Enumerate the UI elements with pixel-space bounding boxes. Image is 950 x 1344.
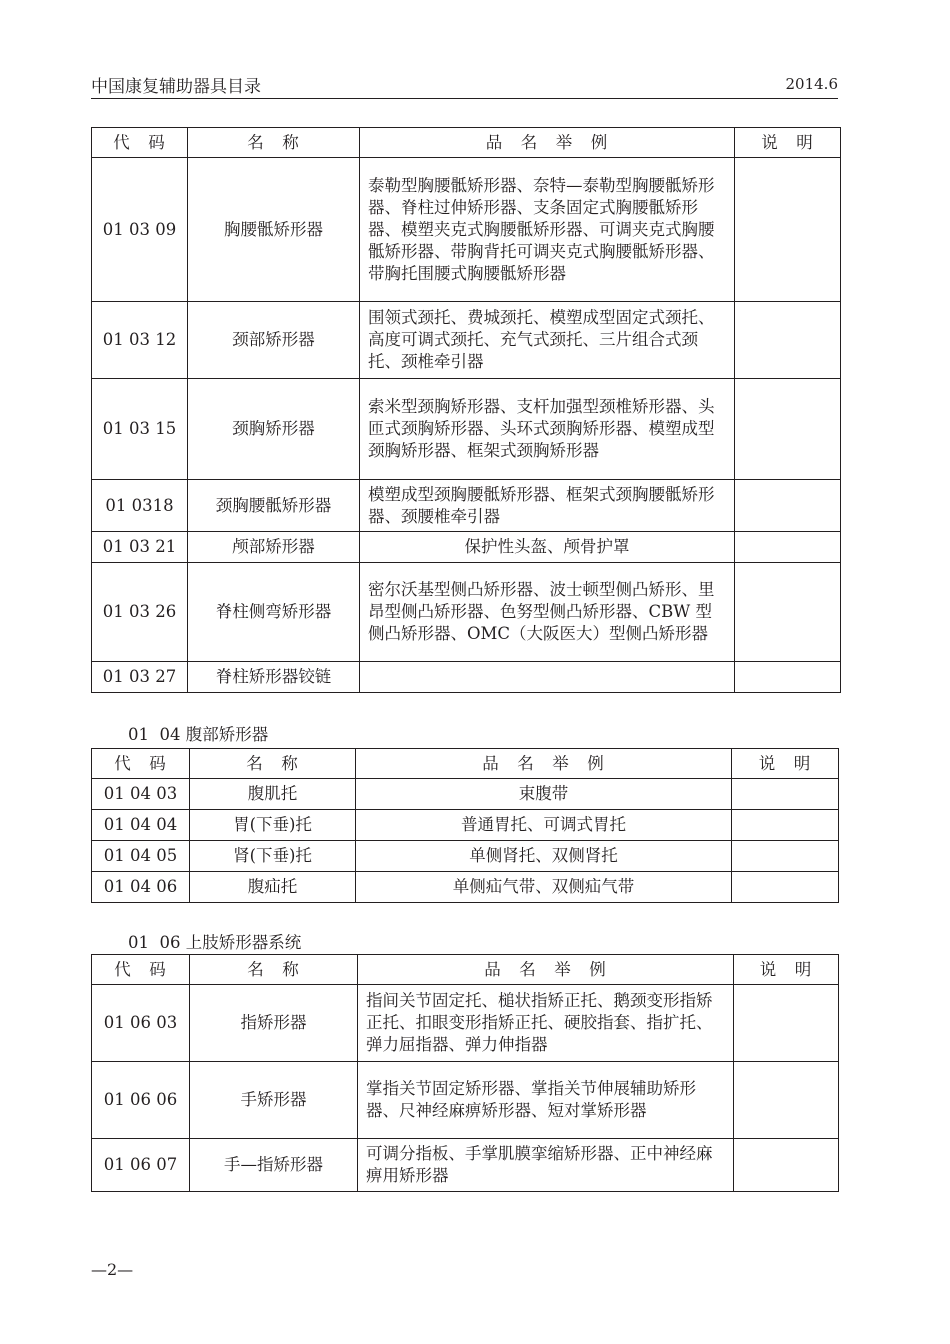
table-row [92, 379, 841, 480]
notes-header: 说 明 [735, 128, 841, 158]
section-title: 上肢矫形器系统 [185, 933, 302, 952]
row-name: 胃(下垂)托 [190, 810, 356, 841]
spinal-orthoses-table [91, 127, 841, 693]
row-name: 颅部矫形器 [188, 532, 360, 563]
table-row [92, 985, 839, 1062]
table-row [92, 841, 839, 872]
row-notes [735, 480, 841, 532]
row-code: 01 03 12 [92, 302, 188, 379]
row-examples: 掌指关节固定矫形器、掌指关节伸展辅助矫形器、尺神经麻痹矫形器、短对掌矫形器 [358, 1062, 734, 1139]
row-notes [735, 302, 841, 379]
row-code: 01 03 26 [92, 563, 188, 662]
row-code: 01 06 06 [92, 1062, 190, 1139]
row-code: 01 04 04 [92, 810, 190, 841]
row-code: 01 04 06 [92, 872, 190, 903]
row-name: 颈胸矫形器 [188, 379, 360, 480]
table-header-row [92, 749, 839, 779]
table-row [92, 810, 839, 841]
row-examples: 指间关节固定托、槌状指矫正托、鹅颈变形指矫正托、扣眼变形指矫正托、硬胶指套、指扩托、弹力屈指器、弹力伸指器 [358, 985, 734, 1062]
section-heading-abdominal [128, 721, 268, 745]
row-notes [734, 1139, 839, 1192]
row-notes [732, 872, 839, 903]
row-notes [735, 532, 841, 563]
row-examples: 可调分指板、手掌肌膜挛缩矫形器、正中神经麻痹用矫形器 [358, 1139, 734, 1192]
row-name: 手矫形器 [190, 1062, 358, 1139]
table-row [92, 563, 841, 662]
row-examples: 密尔沃基型侧凸矫形器、波士顿型侧凸矫形、里昂型侧凸矫形器、色努型侧凸矫形器、CBW 型侧凸矫形器、OMC（大阪医大）型侧凸矫形器 [360, 563, 735, 662]
row-notes [732, 810, 839, 841]
code-header: 代 码 [92, 955, 190, 985]
row-name: 脊柱侧弯矫形器 [188, 563, 360, 662]
name-header: 名 称 [190, 749, 356, 779]
edition-date: 2014.6 [785, 75, 838, 93]
section-code: 01 06 [128, 933, 181, 952]
page-header [91, 72, 838, 99]
section-code: 01 04 [128, 725, 181, 744]
table-row [92, 1062, 839, 1139]
notes-header: 说 明 [734, 955, 839, 985]
row-examples: 束腹带 [356, 779, 732, 810]
row-examples: 模塑成型颈胸腰骶矫形器、框架式颈胸腰骶矫形器、颈腰椎牵引器 [360, 480, 735, 532]
row-notes [735, 379, 841, 480]
row-examples: 围领式颈托、费城颈托、模塑成型固定式颈托、高度可调式颈托、充气式颈托、三片组合式颈托、颈椎牵引器 [360, 302, 735, 379]
row-code: 01 06 03 [92, 985, 190, 1062]
row-name: 颈部矫形器 [188, 302, 360, 379]
row-code: 01 06 07 [92, 1139, 190, 1192]
row-notes [735, 563, 841, 662]
row-name: 胸腰骶矫形器 [188, 158, 360, 302]
table-row [92, 302, 841, 379]
row-name: 腹疝托 [190, 872, 356, 903]
row-name: 脊柱矫形器铰链 [188, 662, 360, 693]
page-number: —2— [91, 1260, 134, 1279]
row-code: 01 0318 [92, 480, 188, 532]
row-code: 01 03 09 [92, 158, 188, 302]
row-notes [735, 158, 841, 302]
row-examples: 保护性头盔、颅骨护罩 [360, 532, 735, 563]
abdominal-orthoses-table [91, 748, 839, 903]
catalog-title: 中国康复辅助器具目录 [91, 77, 261, 97]
name-header: 名 称 [190, 955, 358, 985]
table-row [92, 662, 841, 693]
examples-header: 品 名 举 例 [356, 749, 732, 779]
table-row [92, 779, 839, 810]
table-row [92, 158, 841, 302]
examples-header: 品 名 举 例 [358, 955, 734, 985]
notes-header: 说 明 [732, 749, 839, 779]
table-row [92, 532, 841, 563]
row-name: 腹肌托 [190, 779, 356, 810]
row-name: 手—指矫形器 [190, 1139, 358, 1192]
row-code: 01 04 03 [92, 779, 190, 810]
row-examples: 单侧肾托、双侧肾托 [356, 841, 732, 872]
row-examples: 单侧疝气带、双侧疝气带 [356, 872, 732, 903]
table-row [92, 480, 841, 532]
row-examples [360, 662, 735, 693]
table-header-row [92, 955, 839, 985]
row-notes [732, 841, 839, 872]
row-name: 颈胸腰骶矫形器 [188, 480, 360, 532]
row-notes [734, 985, 839, 1062]
table-header-row [92, 128, 841, 158]
row-name: 肾(下垂)托 [190, 841, 356, 872]
row-code: 01 03 15 [92, 379, 188, 480]
row-name: 指矫形器 [190, 985, 358, 1062]
row-notes [734, 1062, 839, 1139]
examples-header: 品 名 举 例 [360, 128, 735, 158]
table-row [92, 1139, 839, 1192]
name-header: 名 称 [188, 128, 360, 158]
row-notes [732, 779, 839, 810]
code-header: 代 码 [92, 128, 188, 158]
row-examples: 普通胃托、可调式胃托 [356, 810, 732, 841]
row-notes [735, 662, 841, 693]
row-code: 01 04 05 [92, 841, 190, 872]
upper-limb-orthoses-table [91, 954, 839, 1192]
section-heading-upper-limb [128, 929, 301, 953]
code-header: 代 码 [92, 749, 190, 779]
section-title: 腹部矫形器 [185, 725, 269, 744]
row-code: 01 03 21 [92, 532, 188, 563]
row-code: 01 03 27 [92, 662, 188, 693]
table-row [92, 872, 839, 903]
row-examples: 泰勒型胸腰骶矫形器、奈特—泰勒型胸腰骶矫形器、脊柱过伸矫形器、支条固定式胸腰骶矫形器、模塑夹克式胸腰骶矫形器、可调夹克式胸腰骶矫形器、带胸背托可调夹克式胸腰骶矫形器、带胸托围腰式胸腰骶矫形器 [360, 158, 735, 302]
row-examples: 索米型颈胸矫形器、支杆加强型颈椎矫形器、头匝式颈胸矫形器、头环式颈胸矫形器、模塑成型颈胸矫形器、框架式颈胸矫形器 [360, 379, 735, 480]
